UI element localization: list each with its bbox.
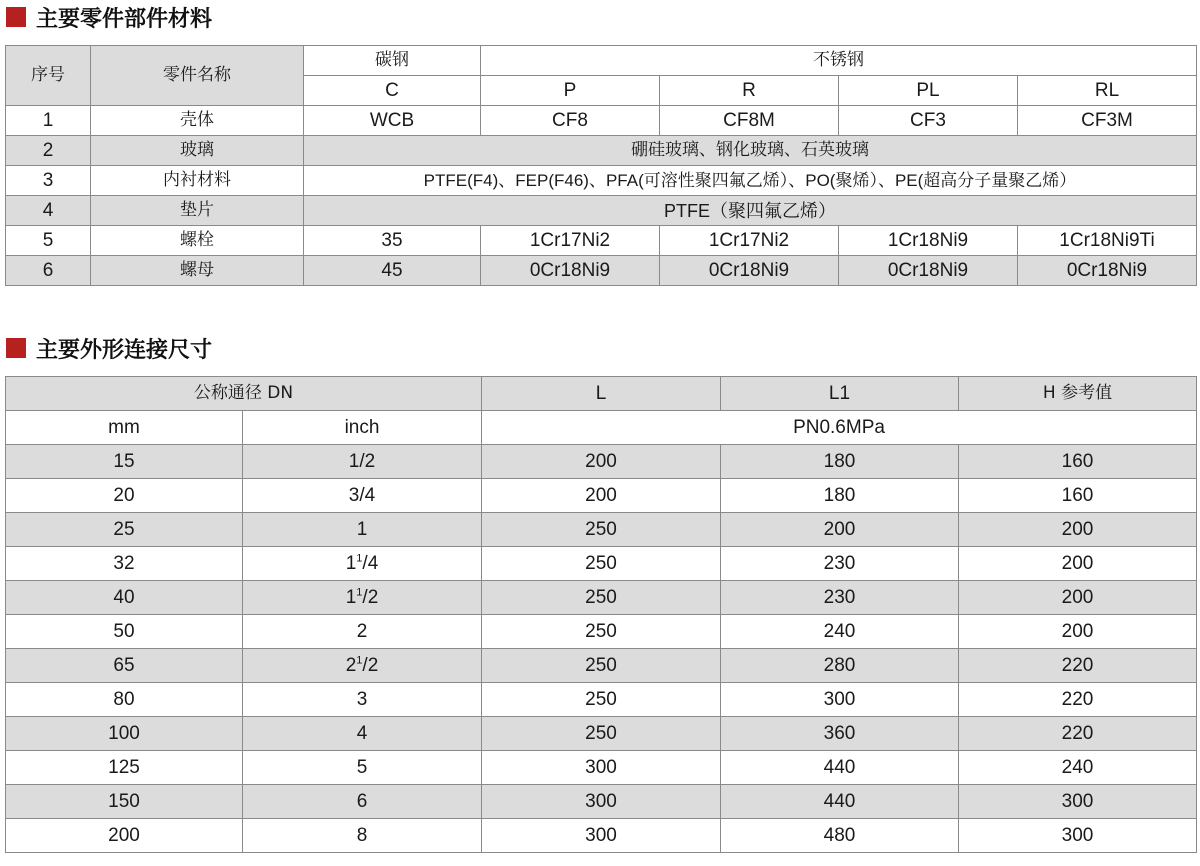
cell-inch — [243, 513, 482, 547]
row-value: 1Cr17Ni2 — [481, 226, 660, 256]
header-inch: inch — [243, 411, 482, 445]
row-part-name: 内衬材料 — [91, 166, 304, 196]
row-part-name: 玻璃 — [91, 136, 304, 166]
inch-frac: /2 — [362, 587, 379, 608]
row-value: 0Cr18Ni9 — [1018, 256, 1197, 286]
inch-frac: 1/2 — [348, 451, 376, 472]
cell-H: 220 — [959, 683, 1197, 717]
cell-inch — [243, 717, 482, 751]
cell-mm: 150 — [6, 785, 243, 819]
materials-row — [6, 166, 1197, 196]
dimensions-row — [6, 717, 1197, 751]
cell-H: 160 — [959, 445, 1197, 479]
header-L: L — [482, 377, 721, 411]
header-part-name: 零件名称 — [91, 46, 304, 106]
header-dn: 公称通径 DN — [6, 377, 482, 411]
cell-L1: 200 — [721, 513, 959, 547]
dimensions-header-row-2 — [6, 411, 1197, 445]
materials-row — [6, 226, 1197, 256]
cell-L1: 300 — [721, 683, 959, 717]
inch-frac: 3/4 — [348, 485, 376, 506]
cell-inch — [243, 581, 482, 615]
materials-table — [5, 45, 1197, 286]
cell-inch — [243, 819, 482, 853]
cell-L: 250 — [482, 615, 721, 649]
section-marker — [6, 338, 26, 358]
cell-inch — [243, 751, 482, 785]
header-pressure: PN0.6MPa — [482, 411, 1197, 445]
cell-H: 200 — [959, 547, 1197, 581]
row-value: 0Cr18Ni9 — [839, 256, 1018, 286]
cell-mm: 125 — [6, 751, 243, 785]
cell-mm: 80 — [6, 683, 243, 717]
header-seq: 序号 — [6, 46, 91, 106]
dimensions-row — [6, 649, 1197, 683]
row-value: CF8 — [481, 106, 660, 136]
cell-L: 300 — [482, 819, 721, 853]
inch-whole: 6 — [356, 791, 368, 812]
cell-mm: 65 — [6, 649, 243, 683]
cell-mm: 15 — [6, 445, 243, 479]
cell-L: 300 — [482, 751, 721, 785]
dimensions-header-row-1 — [6, 377, 1197, 411]
row-part-name: 壳体 — [91, 106, 304, 136]
cell-L1: 360 — [721, 717, 959, 751]
cell-L: 250 — [482, 547, 721, 581]
row-seq: 1 — [6, 106, 91, 136]
cell-L: 250 — [482, 581, 721, 615]
cell-inch — [243, 445, 482, 479]
cell-L: 250 — [482, 513, 721, 547]
cell-L: 250 — [482, 683, 721, 717]
row-value: 0Cr18Ni9 — [481, 256, 660, 286]
cell-L: 250 — [482, 649, 721, 683]
cell-H: 200 — [959, 615, 1197, 649]
header-mm: mm — [6, 411, 243, 445]
row-seq: 6 — [6, 256, 91, 286]
row-value: 0Cr18Ni9 — [660, 256, 839, 286]
row-seq: 3 — [6, 166, 91, 196]
header-code: P — [481, 76, 660, 106]
inch-sup: 1 — [356, 552, 363, 565]
row-value: 1Cr18Ni9 — [839, 226, 1018, 256]
cell-L1: 180 — [721, 479, 959, 513]
cell-mm: 50 — [6, 615, 243, 649]
row-part-name: 螺栓 — [91, 226, 304, 256]
cell-inch — [243, 479, 482, 513]
section-marker — [6, 7, 26, 27]
dimensions-row — [6, 479, 1197, 513]
dimensions-row — [6, 581, 1197, 615]
inch-whole: 4 — [356, 723, 368, 744]
row-value: CF8M — [660, 106, 839, 136]
cell-L1: 280 — [721, 649, 959, 683]
cell-inch — [243, 615, 482, 649]
cell-L1: 230 — [721, 581, 959, 615]
inch-frac: /2 — [362, 655, 379, 676]
cell-H: 220 — [959, 649, 1197, 683]
inch-whole: 3 — [356, 689, 368, 710]
section-title-materials — [6, 3, 212, 31]
header-code: PL — [839, 76, 1018, 106]
dimensions-table — [5, 376, 1197, 853]
dimensions-row — [6, 683, 1197, 717]
materials-row — [6, 256, 1197, 286]
dimensions-row — [6, 615, 1197, 649]
cell-H: 240 — [959, 751, 1197, 785]
row-seq: 2 — [6, 136, 91, 166]
section-title-text: 主要外形连接尺寸 — [36, 337, 213, 363]
dimensions-row — [6, 785, 1197, 819]
header-L1: L1 — [721, 377, 959, 411]
materials-header-row-1 — [6, 46, 1197, 76]
row-value: CF3 — [839, 106, 1018, 136]
cell-L1: 240 — [721, 615, 959, 649]
materials-row — [6, 136, 1197, 166]
row-part-name: 螺母 — [91, 256, 304, 286]
cell-L: 250 — [482, 717, 721, 751]
row-value: 45 — [304, 256, 481, 286]
row-value: WCB — [304, 106, 481, 136]
cell-L1: 230 — [721, 547, 959, 581]
cell-L: 200 — [482, 479, 721, 513]
materials-row — [6, 106, 1197, 136]
inch-sup: 1 — [356, 654, 363, 667]
cell-L1: 480 — [721, 819, 959, 853]
row-value: CF3M — [1018, 106, 1197, 136]
header-H: H 参考值 — [959, 377, 1197, 411]
cell-H: 160 — [959, 479, 1197, 513]
inch-whole: 8 — [356, 825, 368, 846]
inch-frac: /4 — [362, 553, 379, 574]
header-code: C — [304, 76, 481, 106]
section-title-dimensions — [6, 334, 212, 362]
inch-whole: 2 — [345, 655, 357, 676]
row-merged-value: PTFE（聚四氟乙烯） — [304, 196, 1197, 226]
cell-L1: 180 — [721, 445, 959, 479]
cell-H: 200 — [959, 581, 1197, 615]
cell-inch — [243, 547, 482, 581]
header-carbon-steel: 碳钢 — [304, 46, 481, 76]
cell-H: 300 — [959, 819, 1197, 853]
row-value: 1Cr18Ni9Ti — [1018, 226, 1197, 256]
cell-mm: 32 — [6, 547, 243, 581]
cell-H: 200 — [959, 513, 1197, 547]
row-value: 35 — [304, 226, 481, 256]
inch-whole: 5 — [356, 757, 368, 778]
header-stainless-steel: 不锈钢 — [481, 46, 1197, 76]
cell-mm: 20 — [6, 479, 243, 513]
cell-L1: 440 — [721, 751, 959, 785]
cell-inch — [243, 649, 482, 683]
row-merged-value: PTFE(F4)、FEP(F46)、PFA(可溶性聚四氟乙烯）、PO(聚烯）、PE(超高分子量聚乙烯） — [304, 166, 1197, 196]
cell-L: 300 — [482, 785, 721, 819]
row-seq: 5 — [6, 226, 91, 256]
cell-mm: 40 — [6, 581, 243, 615]
row-value: 1Cr17Ni2 — [660, 226, 839, 256]
cell-inch — [243, 683, 482, 717]
inch-whole: 2 — [356, 621, 368, 642]
row-seq: 4 — [6, 196, 91, 226]
cell-L: 200 — [482, 445, 721, 479]
cell-L1: 440 — [721, 785, 959, 819]
cell-mm: 100 — [6, 717, 243, 751]
cell-inch — [243, 785, 482, 819]
row-merged-value: 硼硅玻璃、钢化玻璃、石英玻璃 — [304, 136, 1197, 166]
cell-H: 220 — [959, 717, 1197, 751]
dimensions-row — [6, 513, 1197, 547]
header-code: RL — [1018, 76, 1197, 106]
materials-row — [6, 196, 1197, 226]
dimensions-body — [6, 445, 1197, 853]
inch-whole: 1 — [345, 587, 357, 608]
dimensions-row — [6, 819, 1197, 853]
section-title-text: 主要零件部件材料 — [36, 6, 213, 32]
dimensions-row — [6, 445, 1197, 479]
row-part-name: 垫片 — [91, 196, 304, 226]
inch-whole: 1 — [345, 553, 357, 574]
dimensions-row — [6, 547, 1197, 581]
dimensions-row — [6, 751, 1197, 785]
cell-mm: 200 — [6, 819, 243, 853]
header-code: R — [660, 76, 839, 106]
inch-sup: 1 — [356, 586, 363, 599]
inch-whole: 1 — [356, 519, 368, 540]
cell-mm: 25 — [6, 513, 243, 547]
cell-H: 300 — [959, 785, 1197, 819]
